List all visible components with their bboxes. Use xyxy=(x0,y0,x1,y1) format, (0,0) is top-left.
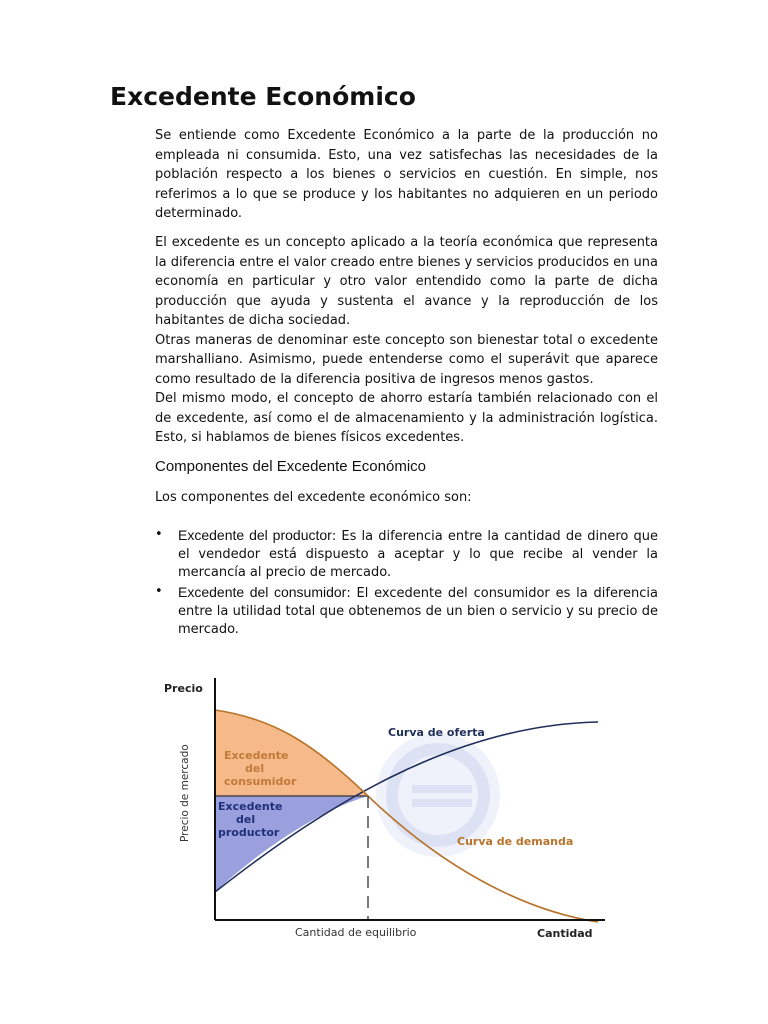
section-heading: Componentes del Excedente Económico xyxy=(155,458,426,475)
paragraph-1-text: Se entiende como Excedente Económico a la parte de la producción no empleada ni consumida. Esto, una vez satisfechas las necesidades de la población respecto a los bienes o servicios en cuestión. En simple, nos referimos a lo que se produce y los habitantes no adquieren en un periodo determinado. xyxy=(155,128,658,221)
surplus-diagram xyxy=(150,670,610,950)
y-axis-top-label: Precio xyxy=(164,682,203,695)
producer-surplus-label-2: del xyxy=(236,813,256,826)
supply-curve-label: Curva de oferta xyxy=(388,726,485,739)
list-item-term: Excedente del consumidor xyxy=(178,584,347,600)
producer-surplus-label-3: productor xyxy=(218,826,280,839)
list-item xyxy=(155,583,658,639)
consumer-surplus-label-1: Excedente xyxy=(224,749,289,762)
bullet-icon: • xyxy=(155,584,163,599)
equilibrium-label: Cantidad de equilibrio xyxy=(295,926,417,939)
producer-surplus-label-1: Excedente xyxy=(218,800,283,813)
components-list xyxy=(155,526,658,640)
x-axis-label: Cantidad xyxy=(537,927,593,940)
y-axis-side-label: Precio de mercado xyxy=(179,744,191,842)
consumer-surplus-label-3: consumidor xyxy=(224,775,297,788)
paragraph-4-text: Del mismo modo, el concepto de ahorro estaría también relacionado con el de excedente, así como el de almacenamiento y la administración logística. Esto, si hablamos de bienes físicos excedentes. xyxy=(155,391,658,445)
list-item-text: : El excedente del consumidor es la diferencia entre la utilidad total que obtenemos de un bien o servicio y su precio de mercado. xyxy=(178,586,658,637)
intro-text: Los componentes del excedente económico son: xyxy=(155,490,472,505)
page-title: Excedente Económico xyxy=(110,82,416,111)
paragraph-3-text: Otras maneras de denominar este concepto son bienestar total o excedente marshalliano. Asimismo, puede entenderse como el superávit que aparece como resultado de la diferencia positiva de ingresos menos gastos. xyxy=(155,332,658,387)
list-item xyxy=(155,526,658,582)
bullet-icon: • xyxy=(155,527,163,542)
paragraph-1 xyxy=(155,126,658,224)
list-item-term: Excedente del productor xyxy=(178,527,332,543)
list-item-text: : Es la diferencia entre la cantidad de dinero que el vendedor está dispuesto a aceptar y lo que recibe al vender la mercancía al precio de mercado. xyxy=(178,529,659,580)
paragraph-2-text: El excedente es un concepto aplicado a la teoría económica que representa la diferencia entre el valor creado entre bienes y servicios producidos en una economía en particular y otro valor entendido como la parte de dicha producción que ayuda y sustenta el avance y la reproducción de los habitantes de dicha sociedad. xyxy=(155,235,658,328)
demand-curve-label: Curva de demanda xyxy=(457,835,574,848)
paragraphs-2-4 xyxy=(155,233,658,448)
consumer-surplus-label-2: del xyxy=(245,762,265,775)
